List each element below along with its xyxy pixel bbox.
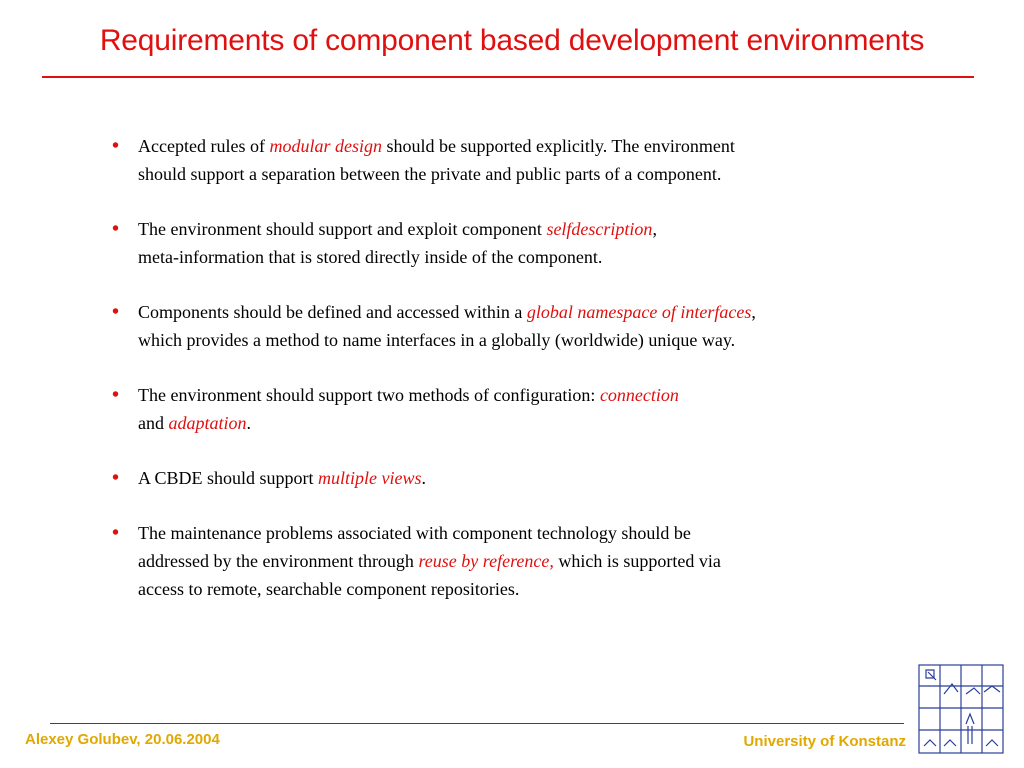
bullet-text: .: [246, 413, 252, 433]
emphasized-term: selfdescription: [546, 219, 653, 239]
bullet-line: [138, 409, 948, 437]
bullet-dot-icon: •: [112, 135, 120, 157]
bullet-line: [138, 464, 948, 492]
emphasized-term: connection: [599, 385, 679, 405]
bullet-line: [138, 298, 948, 326]
bullet-line: [138, 160, 948, 188]
emphasized-term: adaptation: [168, 413, 247, 433]
bullet-dot-icon: •: [112, 218, 120, 240]
bullet-text: should be supported explicitly. The environment: [381, 136, 735, 156]
bullet-item: [108, 381, 948, 437]
bullet-dot-icon: •: [112, 522, 120, 544]
bullet-dot-icon: •: [112, 301, 120, 323]
slide-title: Requirements of component based development environments: [99, 24, 925, 57]
bullet-item: [108, 132, 948, 188]
bullet-list: [108, 132, 948, 630]
bullet-dot-icon: •: [112, 467, 120, 489]
footer-author-date: Alexey Golubev, 20.06.2004: [25, 731, 220, 748]
bullet-text: and: [138, 413, 169, 433]
bullet-text: Accepted rules of: [138, 136, 270, 156]
bullet-line: [138, 132, 948, 160]
bullet-line: [138, 519, 948, 547]
emphasized-term: multiple views: [318, 468, 422, 488]
bullet-line: [138, 547, 948, 575]
bullet-text: The maintenance problems associated with component technology should be: [138, 523, 691, 543]
bullet-text: The environment should support two methods of configuration:: [138, 385, 600, 405]
bullet-text: should support a separation between the private and public parts of a component.: [138, 164, 722, 184]
bullet-line: [138, 326, 948, 354]
bullet-text: .: [421, 468, 427, 488]
bullet-text: The environment should support and exploit component: [138, 219, 547, 239]
emphasized-term: global namespace of interfaces: [526, 302, 752, 322]
bullet-text: which is supported via: [553, 551, 721, 571]
footer-divider: [50, 723, 904, 724]
bullet-item: [108, 519, 948, 603]
title-divider: [42, 76, 974, 78]
bullet-line: [138, 215, 948, 243]
footer-institution: University of Konstanz: [743, 733, 906, 750]
emphasized-term: modular design: [269, 136, 382, 156]
bullet-item: [108, 464, 948, 492]
bullet-line: [138, 243, 948, 271]
bullet-text: ,: [652, 219, 657, 239]
bullet-text: meta-information that is stored directly inside of the component.: [138, 247, 603, 267]
bullet-text: which provides a method to name interfaces in a globally (worldwide) unique way.: [138, 330, 736, 350]
bullet-line: [138, 381, 948, 409]
bullet-text: A CBDE should support: [138, 468, 319, 488]
bullet-text: addressed by the environment through: [138, 551, 419, 571]
bullet-dot-icon: •: [112, 384, 120, 406]
university-of-konstanz-logo-icon: [918, 664, 1004, 754]
bullet-item: [108, 215, 948, 271]
bullet-text: Components should be defined and accessed within a: [138, 302, 527, 322]
bullet-text: access to remote, searchable component repositories.: [138, 579, 520, 599]
bullet-item: [108, 298, 948, 354]
bullet-text: ,: [751, 302, 756, 322]
bullet-line: [138, 575, 948, 603]
emphasized-term: reuse by reference,: [418, 551, 554, 571]
